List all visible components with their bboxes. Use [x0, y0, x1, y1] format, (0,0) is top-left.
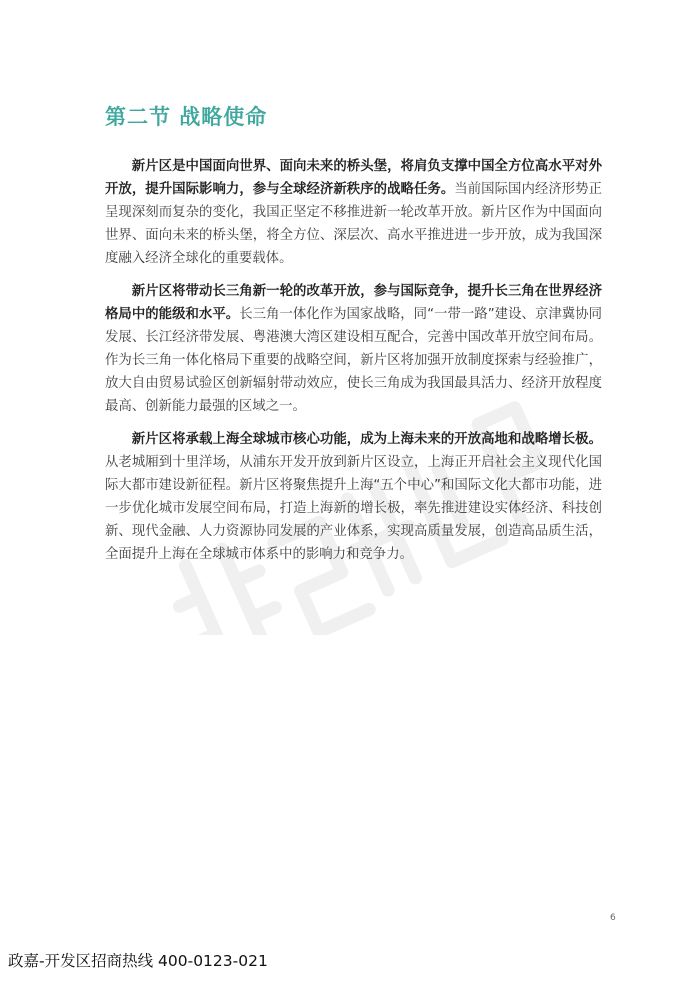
paragraph-yangtze-delta [105, 280, 602, 418]
paragraph-lead: 新片区将承载上海全球城市核心功能，成为上海未来的开放高地和战略增长极。 [131, 432, 602, 447]
page-number: 6 [610, 913, 616, 923]
paragraph-shanghai-global-city [105, 428, 602, 566]
paragraph-body: 长三角一体化作为国家战略，同“一带一路”建设、京津冀协同发展、长江经济带发展、粤港澳大湾区建设相互配合，完善中国改革开放空间布局。作为长三角一体化格局下重要的战略空间，新片区将加强开放制度探索与经验推广，放大自由贸易试验区创新辐射带动效应，使长三角成为我国最具活力、经济开放程度最高、创新能力最强的区域之一。 [105, 307, 603, 414]
paragraph-lead: 新片区是中国面向世界、面向未来的桥头堡，将肩负支撑中国全方位高水平对外开放，提升国际影响力，参与全球经济新秩序的战略任务。 [105, 159, 602, 197]
paragraph-body: 当前国际国内经济形势正呈现深刻而复杂的变化，我国正坚定不移推进新一轮改革开放。新片区作为中国面向世界、面向未来的桥头堡，将全方位、深层次、高水平推进进一步开放，成为我国深度融入经济全球化的重要载体。 [105, 182, 603, 266]
body-text [105, 155, 602, 576]
footer-hotline: 政嘉-开发区招商热线 400-0123-021 [8, 952, 268, 970]
section-title: 第二节 战略使命 [105, 105, 268, 129]
paragraph-lead: 新片区将带动长三角新一轮的改革开放，参与国际竞争，提升长三角在世界经济格局中的能级和水平。 [105, 284, 602, 322]
paragraph-body: 从老城厢到十里洋场，从浦东开发开放到新片区设立，上海正开启社会主义现代化国际大都市建设新征程。新片区将聚焦提升上海“五个中心”和国际文化大都市功能，进一步优化城市发展空间布局，打造上海新的增长极，率先推进建设实体经济、科技创新、现代金融、人力资源协同发展的产业体系，实现高质量发展，创造高品质生活，全面提升上海在全球城市体系中的影响力和竞争力。 [105, 455, 602, 562]
paragraph-bridgehead [105, 155, 602, 270]
